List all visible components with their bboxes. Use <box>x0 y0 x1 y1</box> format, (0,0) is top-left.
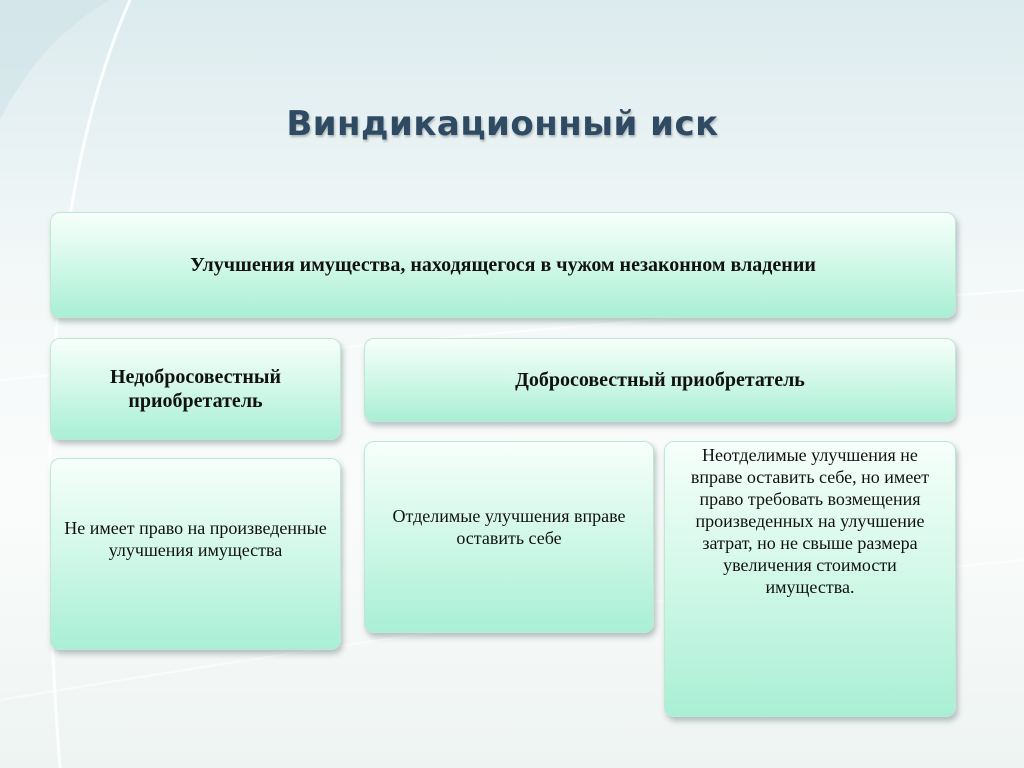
right-header-box <box>364 338 956 422</box>
middle-detail-box <box>364 441 654 633</box>
left-detail-text: Не имеет право на произведенные улучшения имущества <box>64 518 327 560</box>
left-header-text: Недобросовестный приобретатель <box>109 366 282 412</box>
right-detail-text: Неотделимые улучшения не вправе оставить себе, но имеет право требовать возмещения произведенных на улучшение затрат, но не свыше размера увеличения стоимости имущества. <box>690 445 930 597</box>
middle-detail-text: Отделимые улучшения вправе оставить себе <box>392 506 626 548</box>
right-detail-box <box>664 441 956 717</box>
left-detail-box <box>50 458 341 650</box>
top-box-text: Улучшения имущества, находящегося в чужом незаконном владении <box>190 254 816 276</box>
top-box <box>50 212 956 318</box>
left-header-box <box>50 338 341 440</box>
right-header-text: Добросовестный приобретатель <box>515 369 805 391</box>
slide-title: Виндикационный иск <box>286 104 719 144</box>
